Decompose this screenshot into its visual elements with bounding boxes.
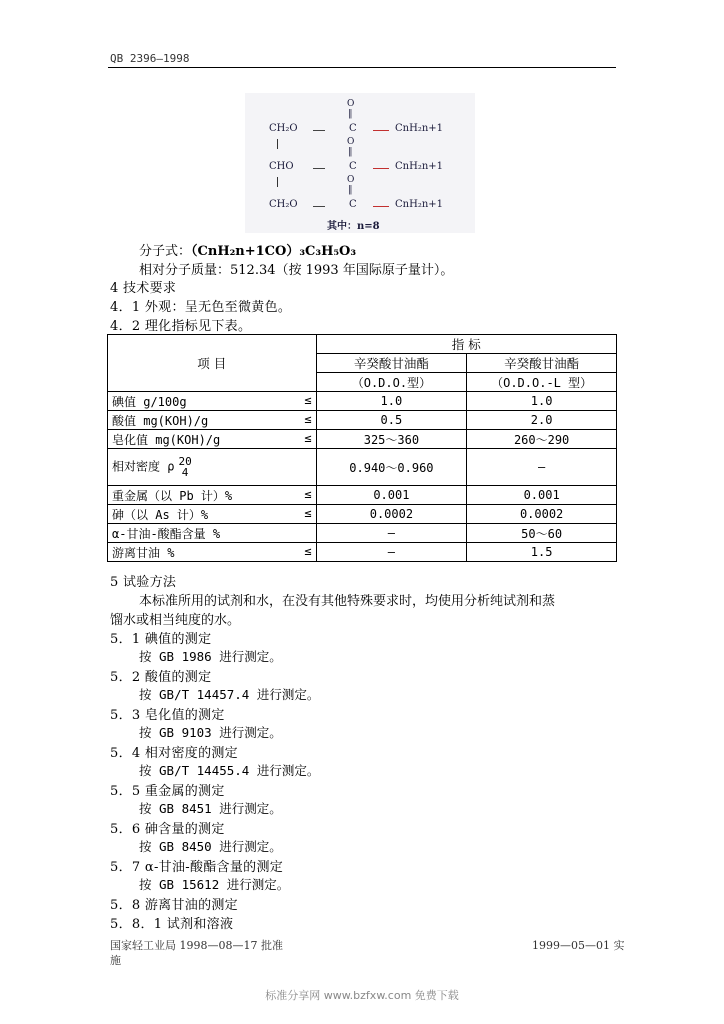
col1-name: 辛癸酸甘油酯: [316, 354, 467, 373]
vertical-bond: [277, 139, 278, 149]
watermark-text: 标准分享网 www.bzfxw.com 免费下载: [265, 989, 459, 1002]
section-5-8-1-heading: 5．8．1 试剂和溶液: [110, 917, 234, 932]
carbonyl-oxygen: O: [347, 175, 355, 185]
footer-approval-cont: 施: [110, 954, 121, 967]
method-5-1-title: 5．1 碘值的测定: [110, 632, 212, 647]
table-row: [108, 505, 617, 524]
row-value-2: 0.001: [467, 486, 617, 505]
method-5-2-title: 5．2 酸值的测定: [110, 670, 212, 685]
table-row: [108, 524, 617, 543]
row-item: 砷（以 As 计）%: [112, 507, 209, 522]
row1-carbon: C: [349, 123, 357, 134]
row-item: 游离甘油 %: [112, 545, 175, 560]
row2-left: CHO: [269, 161, 294, 172]
row-value-2: —: [467, 449, 617, 486]
carbonyl-oxygen: O: [347, 137, 355, 147]
row-value-2: 2.0: [467, 411, 617, 430]
table-row: [108, 486, 617, 505]
structure-footnote: 其中：n=8: [327, 221, 380, 232]
table-row: [108, 411, 617, 430]
le-sign: ≤: [304, 430, 312, 445]
bond: [313, 130, 325, 131]
row-item: 碘值 g/100g: [112, 394, 187, 409]
method-5-6-title: 5．6 砷含量的测定: [110, 822, 225, 837]
section-4-2: 4．2 理化指标见下表。: [110, 319, 252, 334]
row-item: α-甘油-酸酯含量 %: [112, 526, 221, 541]
row-value-1: —: [316, 543, 467, 562]
vertical-bond: [277, 177, 278, 187]
bond: [313, 206, 325, 207]
table-row: [108, 430, 617, 449]
method-5-3-title: 5．3 皂化值的测定: [110, 708, 225, 723]
row-value-2: 50～60: [467, 524, 617, 543]
method-5-1-body: 按 GB 1986 进行测定。: [139, 649, 282, 664]
row-value-2: 1.5: [467, 543, 617, 562]
method-5-4-body: 按 GB/T 14455.4 进行测定。: [139, 763, 320, 778]
method-5-7-title: 5．7 α-甘油-酸酯含量的测定: [110, 860, 284, 875]
bond: [373, 130, 389, 131]
bond: [373, 168, 389, 169]
row3-carbon: C: [349, 199, 357, 210]
row-value-1: 0.5: [316, 411, 467, 430]
col2-type: （O.D.O.-L 型）: [467, 373, 617, 392]
row-value-2: 1.0: [467, 392, 617, 411]
table-row: [108, 392, 617, 411]
structural-formula: [245, 93, 475, 233]
section-5-paragraph-line2: 馏水或相当纯度的水。: [110, 613, 241, 628]
method-5-5-title: 5．5 重金属的测定: [110, 784, 225, 799]
section-4-heading: 4 技术要求: [110, 281, 177, 296]
double-bond-mark: ‖: [348, 147, 353, 157]
item-header: 项 目: [108, 335, 317, 392]
density-temperature: [178, 456, 191, 478]
le-sign: ≤: [304, 505, 312, 520]
row-value-1: —: [316, 524, 467, 543]
row2-carbon: C: [349, 161, 357, 172]
header-rule: [108, 67, 616, 68]
carbonyl-oxygen: O: [347, 99, 355, 109]
footer-approval: 国家轻工业局 1998—08—17 批准: [110, 939, 283, 952]
bond: [373, 206, 389, 207]
le-sign: ≤: [304, 392, 312, 407]
le-sign: ≤: [304, 486, 312, 501]
col2-name: 辛癸酸甘油酯: [467, 354, 617, 373]
header-code: QB 2396—1998: [110, 52, 190, 65]
method-5-2-body: 按 GB/T 14457.4 进行测定。: [139, 687, 320, 702]
section-5-8-heading: 5．8 游离甘油的测定: [110, 898, 238, 913]
row3-right: CnH₂n+1: [395, 199, 444, 210]
row-value-1: 0.0002: [316, 505, 467, 524]
row-value-2: 260～290: [467, 430, 617, 449]
row1-right: CnH₂n+1: [395, 123, 444, 134]
row-value-1: 0.001: [316, 486, 467, 505]
section-5-paragraph-line1: 本标准所用的试剂和水，在没有其他特殊要求时，均使用分析纯试剂和蒸: [139, 594, 556, 609]
molecular-formula: [139, 240, 356, 259]
index-header: 指 标: [316, 335, 616, 354]
method-5-7-body: 按 GB 15612 进行测定。: [139, 877, 290, 892]
row3-left: CH₂O: [269, 199, 298, 210]
double-bond-mark: ‖: [348, 109, 353, 119]
formula-value: （CnH₂n+1CO）₃C₃H₅O₃: [191, 244, 357, 259]
spec-table: [107, 334, 617, 562]
le-sign: ≤: [304, 411, 312, 426]
method-5-4-title: 5．4 相对密度的测定: [110, 746, 238, 761]
row-value-1: 0.940～0.960: [316, 449, 467, 486]
section-5-heading: 5 试验方法: [110, 575, 177, 590]
row-item: 相对密度 ρ: [112, 459, 175, 474]
molecular-mass: 相对分子质量：512.34（按 1993 年国际原子量计）。: [139, 263, 454, 278]
table-row: [108, 449, 617, 486]
density-sup: 20: [178, 455, 192, 468]
row-value-1: 325～360: [316, 430, 467, 449]
density-sub: 4: [181, 466, 189, 479]
bond: [313, 168, 325, 169]
double-bond-mark: ‖: [348, 185, 353, 195]
method-5-6-body: 按 GB 8450 进行测定。: [139, 839, 282, 854]
formula-label: 分子式：: [139, 244, 192, 259]
method-5-3-body: 按 GB 9103 进行测定。: [139, 725, 282, 740]
le-sign: ≤: [304, 543, 312, 558]
row-item: 重金属（以 Pb 计）%: [112, 488, 233, 503]
row-value-1: 1.0: [316, 392, 467, 411]
row-item: 酸值 mg(KOH)/g: [112, 413, 209, 428]
row2-right: CnH₂n+1: [395, 161, 444, 172]
row-value-2: 0.0002: [467, 505, 617, 524]
col1-type: （O.D.O.型）: [316, 373, 467, 392]
method-5-5-body: 按 GB 8451 进行测定。: [139, 801, 282, 816]
section-4-1: 4．1 外观：呈无色至微黄色。: [110, 300, 292, 315]
table-row: [108, 543, 617, 562]
row1-left: CH₂O: [269, 123, 298, 134]
row-item: 皂化值 mg(KOH)/g: [112, 432, 221, 447]
footer-implementation: 1999—05—01 实: [532, 939, 625, 952]
